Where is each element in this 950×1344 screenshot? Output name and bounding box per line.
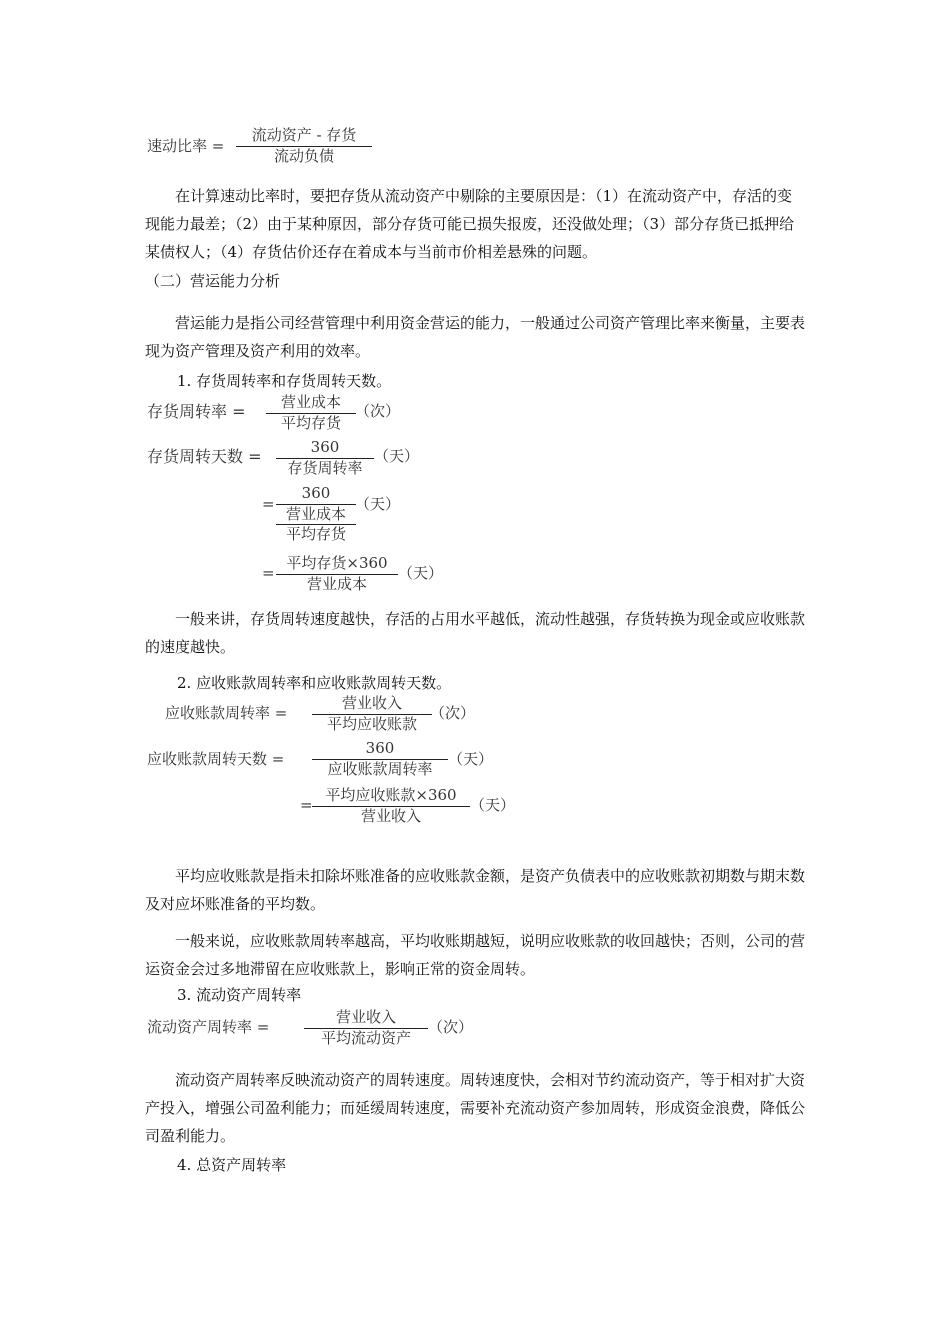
paragraph-average-receivable: 平均应收账款是指未扣除坏账准备的应收账款金额，是资产负债表中的应收账款初期数与期末数及对应坏账准备的平均数。 bbox=[145, 867, 806, 913]
paragraph-current-assets: 流动资产周转率反映流动资产的周转速度。周转速度快，会相对节约流动资产，等于相对扩大资产投入，增强公司盈利能力；而延缓周转速度，需要补充流动资产参加周转，形成资金浪费，降低公司盈利能力。 bbox=[145, 1071, 806, 1145]
fraction-denominator: 平均应收账款 bbox=[326, 714, 417, 733]
paragraph-receivable-turnover: 一般来说，应收账款周转率越高，平均收账期越短，说明应收账款的收回越快；否则，公司的营运资金会过多地滞留在应收账款上，影响正常的资金周转。 bbox=[145, 932, 806, 978]
receivable-days-fraction bbox=[312, 739, 448, 779]
equals-sign: = bbox=[262, 564, 275, 582]
inventory-turnover-unit: （次） bbox=[355, 402, 401, 420]
fraction-numerator: 360 bbox=[301, 484, 331, 502]
fraction-numerator: 平均应收账款×360 bbox=[325, 786, 457, 804]
equals-sign: = bbox=[300, 796, 313, 814]
fraction-denominator: 营业成本 bbox=[306, 574, 367, 593]
inventory-days-final-fraction bbox=[276, 554, 398, 594]
fraction-numerator: 营业收入 bbox=[335, 1008, 396, 1026]
quick-ratio-numerator: 流动资产 - 存货 bbox=[251, 126, 357, 144]
inventory-days-compound-fraction bbox=[276, 484, 356, 545]
inventory-days-unit: （天） bbox=[398, 564, 444, 582]
paragraph-quick-ratio: 在计算速动比率时，要把存货从流动资产中剔除的主要原因是：（1）在流动资产中，存活的变现能力最差；（2）由于某种原因，部分存货可能已损失报废，还没做处理；（3）部分存货已抵押给某债权人；（4）存货估价还存在着成本与当前市价相差悬殊的问题。 bbox=[145, 187, 795, 261]
fraction-numerator: 360 bbox=[365, 739, 395, 757]
paragraph-operating-ability: 营运能力是指公司经营管理中利用资金营运的能力，一般通过公司资产管理比率来衡量，主要表现为资产管理及资产利用的效率。 bbox=[145, 314, 806, 360]
fraction-numerator: 营业成本 bbox=[280, 393, 341, 411]
quick-ratio-fraction bbox=[236, 126, 372, 166]
current-asset-turnover-label: 流动资产周转率 = bbox=[147, 1018, 270, 1036]
fraction-denominator: 存货周转率 bbox=[287, 458, 363, 477]
inventory-days-unit: （天） bbox=[355, 495, 401, 513]
fraction-numerator: 平均存货×360 bbox=[286, 554, 388, 572]
receivable-turnover-unit: （次） bbox=[430, 704, 476, 722]
item2-heading: 2. 应收账款周转率和应收账款周转天数。 bbox=[177, 674, 452, 692]
paragraph-inventory: 一般来讲，存货周转速度越快，存活的占用水平越低，流动性越强，存货转换为现金或应收账款的速度越快。 bbox=[145, 610, 806, 656]
receivable-turnover-fraction bbox=[312, 694, 432, 734]
fraction-denominator: 平均存货 bbox=[280, 413, 341, 432]
receivable-days-label: 应收账款周转天数 = bbox=[147, 750, 285, 768]
current-asset-turnover-unit: （次） bbox=[428, 1018, 474, 1036]
item3-heading: 3. 流动资产周转率 bbox=[177, 986, 302, 1004]
fraction-denominator: 应收账款周转率 bbox=[327, 759, 433, 778]
inventory-turnover-fraction bbox=[266, 393, 356, 433]
section-heading: （二）营运能力分析 bbox=[145, 272, 281, 290]
quick-ratio-denominator: 流动负债 bbox=[273, 146, 334, 165]
item1-heading: 1. 存货周转率和存货周转天数。 bbox=[177, 372, 392, 390]
fraction-numerator: 360 bbox=[310, 438, 340, 456]
receivable-turnover-label: 应收账款周转率 = bbox=[165, 704, 288, 722]
fraction-denominator: 营业成本 bbox=[285, 504, 346, 523]
quick-ratio-label: 速动比率 = bbox=[147, 137, 225, 155]
fraction-numerator: 营业收入 bbox=[341, 694, 402, 712]
inventory-days-fraction bbox=[276, 438, 374, 478]
item4-heading: 4. 总资产周转率 bbox=[177, 1156, 287, 1174]
fraction-denominator: 营业收入 bbox=[360, 806, 421, 825]
inventory-days-label: 存货周转天数 = bbox=[147, 447, 262, 466]
receivable-days-unit: （天） bbox=[448, 750, 494, 768]
fraction-denominator: 平均流动资产 bbox=[320, 1028, 411, 1047]
receivable-days-final-fraction bbox=[312, 786, 470, 826]
receivable-days-unit: （天） bbox=[470, 796, 516, 814]
fraction-denominator: 平均存货 bbox=[285, 525, 346, 543]
inventory-turnover-label: 存货周转率 = bbox=[147, 402, 246, 421]
current-asset-turnover-fraction bbox=[304, 1008, 428, 1048]
inventory-days-unit: （天） bbox=[374, 447, 420, 465]
equals-sign: = bbox=[262, 495, 275, 513]
